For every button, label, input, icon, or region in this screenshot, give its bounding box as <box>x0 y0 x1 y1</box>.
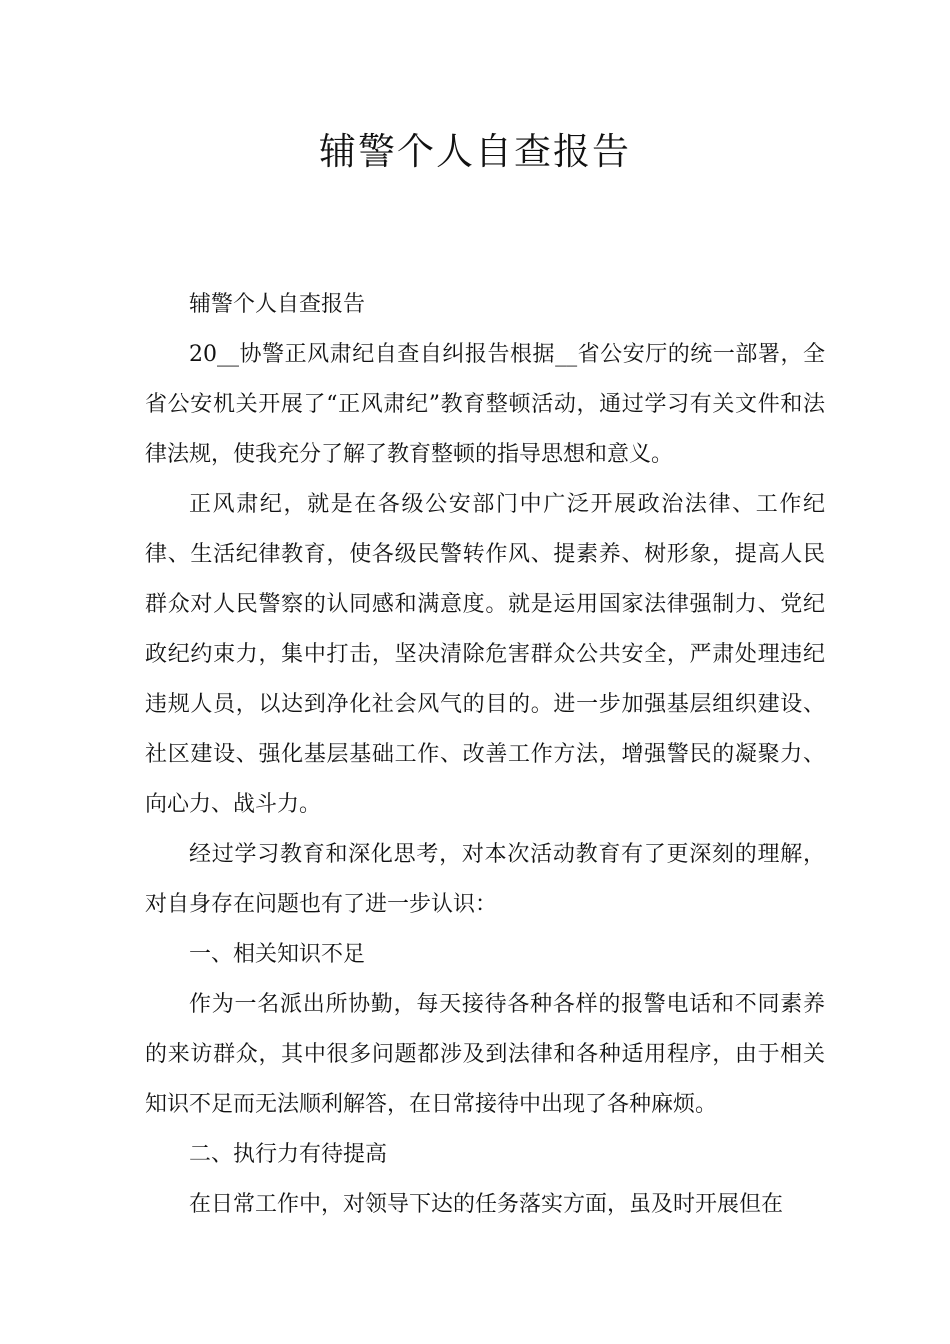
paragraph: 在日常工作中，对领导下达的任务落实方面，虽及时开展但在 <box>189 1192 784 1217</box>
paragraph: 正风肃纪，就是在各级公安部门中广泛开展政治法律、工作纪律、生活纪律教育，使各级民警转作风、提素养、树形象，提高人民群众对人民警察的认同感和满意度。就是运用国家法律强制力、党纪政纪约束力，集中打击，坚决清除危害群众公共安全，严肃处理违纪违规人员，以达到净化社会风气的目的。进一步加强基层组织建设、社区建设、强化基层基础工作、改善工作方法，增强警民的凝聚力、向心力、战斗力。 <box>145 492 825 817</box>
paragraph: 20__协警正风肃纪自查自纠报告根据__省公安厅的统一部署，全省公安机关开展了“正风肃纪”教育整顿活动，通过学习有关文件和法律法规，使我充分了解了教育整顿的指导思想和意义。 <box>145 342 825 467</box>
paragraph-heading: 辅警个人自查报告 <box>189 292 366 317</box>
paragraph: 作为一名派出所协勤，每天接待各种各样的报警电话和不同素养的来访群众，其中很多问题都涉及到法律和各种适用程序，由于相关知识不足而无法顺利解答，在日常接待中出现了各种麻烦。 <box>145 992 825 1117</box>
paragraph: 经过学习教育和深化思考，对本次活动教育有了更深刻的理解，对自身存在问题也有了进一步认识： <box>145 842 825 917</box>
section-heading: 二、执行力有待提高 <box>189 1142 388 1167</box>
document-title: 辅警个人自查报告 <box>319 130 631 173</box>
document-body <box>145 280 825 1230</box>
section-heading: 一、相关知识不足 <box>189 942 366 967</box>
